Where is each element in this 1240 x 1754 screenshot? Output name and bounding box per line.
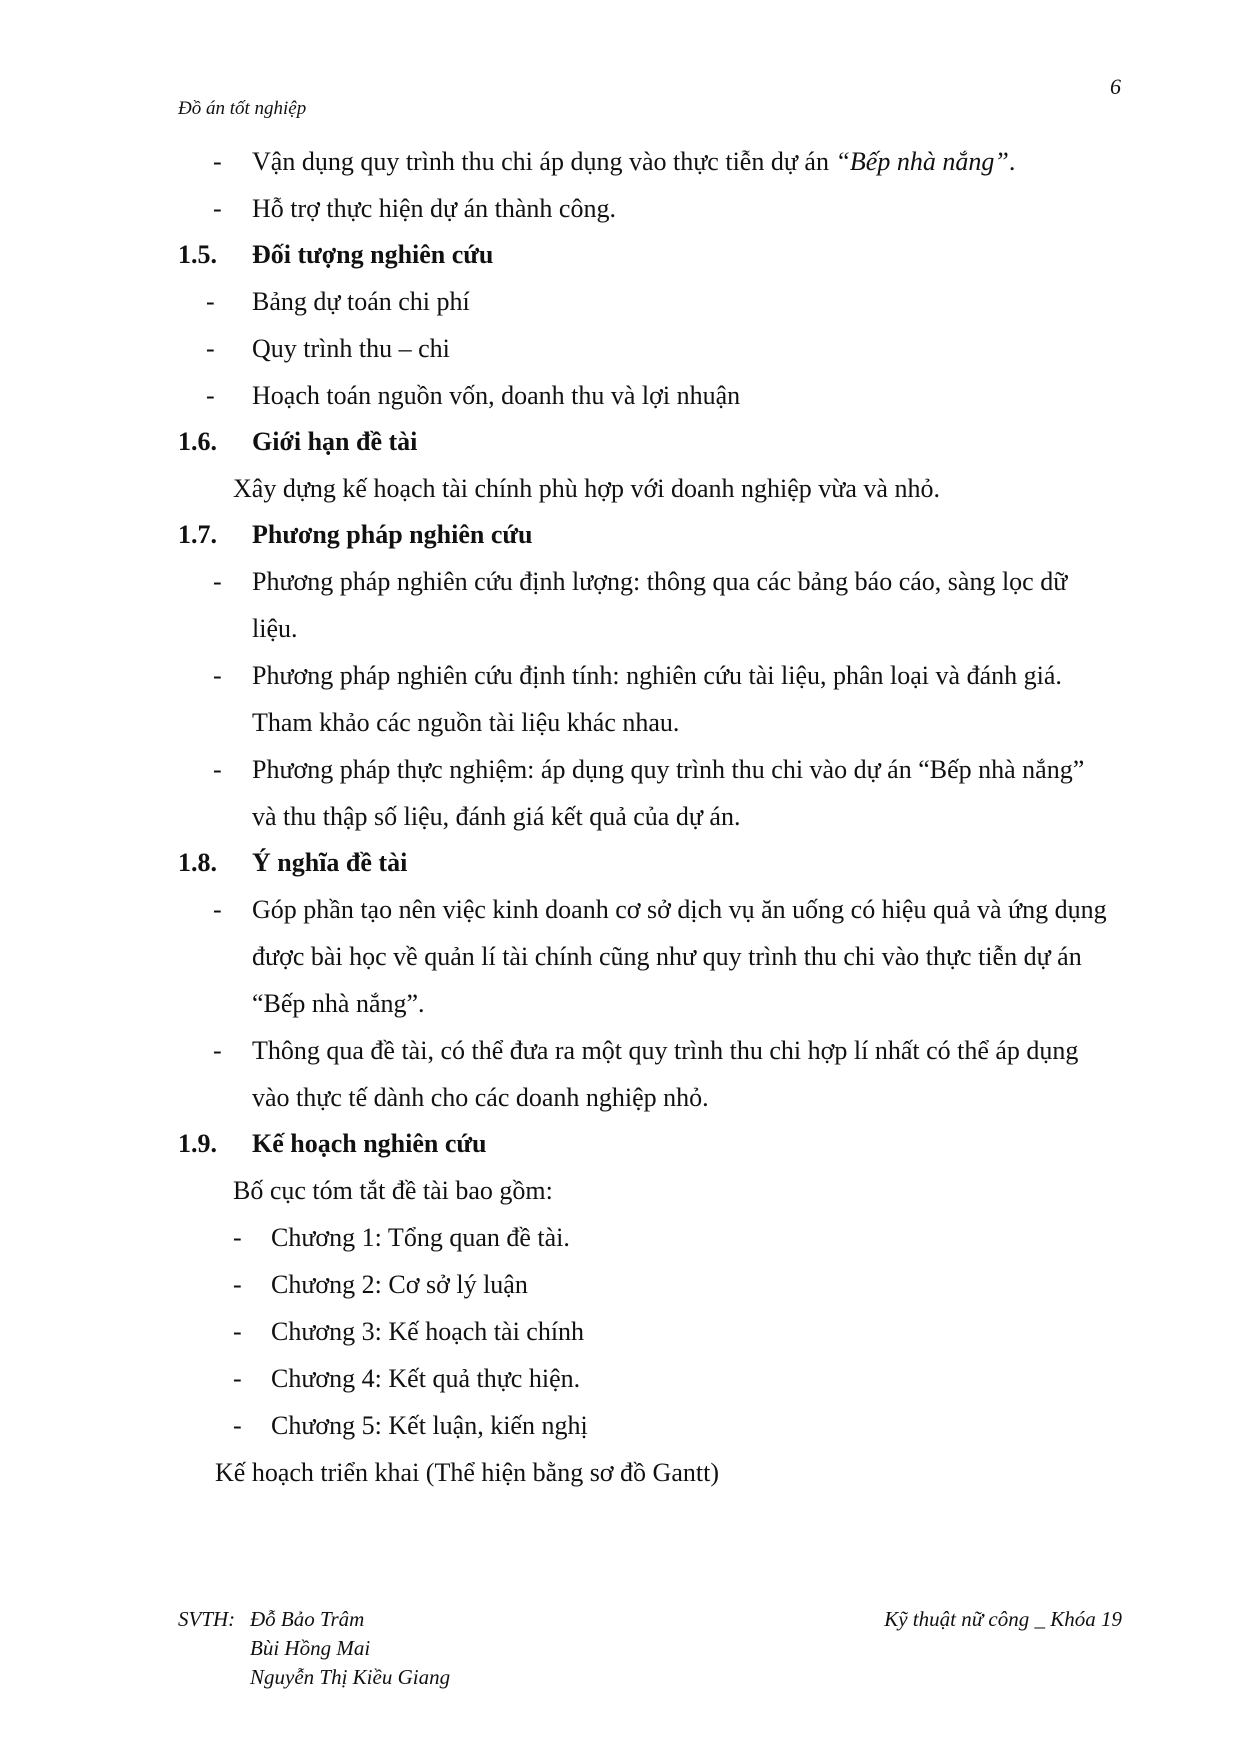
- chapter-item: Chương 1: Tổng quan đề tài.: [271, 1223, 570, 1252]
- footer-author: Đỗ Bảo Trâm: [250, 1607, 365, 1631]
- section-number: 1.7.: [178, 520, 217, 549]
- bullet-dash: -: [213, 661, 222, 690]
- section-title: Kế hoạch nghiên cứu: [252, 1129, 487, 1158]
- bullet-dash: -: [233, 1223, 242, 1252]
- intro-bullet-1-text: Vận dụng quy trình thu chi áp dụng vào thực tiễn dự án: [252, 147, 836, 176]
- bullet-dash: -: [233, 1411, 242, 1440]
- list-item-line: Phương pháp nghiên cứu định tính: nghiên cứu tài liệu, phân loại và đánh giá.: [252, 661, 1062, 690]
- chapter-item: Chương 5: Kết luận, kiến nghị: [271, 1411, 588, 1440]
- footer-author: Bùi Hồng Mai: [250, 1636, 371, 1660]
- section-title: Ý nghĩa đề tài: [252, 848, 408, 877]
- list-item-line: liệu.: [252, 614, 298, 643]
- chapter-item: Chương 2: Cơ sở lý luận: [271, 1270, 528, 1299]
- bullet-dash: -: [213, 147, 222, 176]
- closing-paragraph: Kế hoạch triển khai (Thể hiện bằng sơ đồ Gantt): [215, 1458, 719, 1487]
- list-item-line: vào thực tế dành cho các doanh nghiệp nhỏ.: [252, 1083, 709, 1112]
- list-item-line: Góp phần tạo nên việc kinh doanh cơ sở dịch vụ ăn uống có hiệu quả và ứng dụng: [252, 895, 1107, 924]
- list-item: Quy trình thu – chi: [252, 334, 450, 363]
- section-title: Đối tượng nghiên cứu: [252, 240, 494, 269]
- page-number: 6: [1110, 74, 1121, 99]
- footer-author: Nguyễn Thị Kiều Giang: [250, 1665, 451, 1689]
- bullet-dash: -: [213, 194, 222, 223]
- list-item: Hoạch toán nguồn vốn, doanh thu và lợi nhuận: [252, 381, 741, 410]
- list-item-line: Thông qua đề tài, có thể đưa ra một quy trình thu chi hợp lí nhất có thể áp dụng: [252, 1036, 1079, 1065]
- bullet-dash: -: [213, 567, 222, 596]
- paragraph: Xây dựng kế hoạch tài chính phù hợp với doanh nghiệp vừa và nhỏ.: [233, 474, 940, 503]
- bullet-dash: -: [213, 895, 222, 924]
- section-number: 1.8.: [178, 848, 217, 877]
- header-title: Đồ án tốt nghiệp: [178, 98, 307, 119]
- section-number: 1.6.: [178, 427, 217, 456]
- intro-bullet-1-italic: “Bếp nhà nắng”: [835, 147, 1009, 176]
- bullet-dash: -: [206, 287, 215, 316]
- section-title: Phương pháp nghiên cứu: [252, 520, 533, 549]
- bullet-dash: -: [233, 1317, 242, 1346]
- list-item-line: được bài học về quản lí tài chính cũng như quy trình thu chi vào thực tiễn dự án: [252, 942, 1082, 971]
- footer-label: SVTH:: [178, 1607, 236, 1631]
- paragraph: Bố cục tóm tắt đề tài bao gồm:: [233, 1176, 553, 1205]
- list-item-line: Tham khảo các nguồn tài liệu khác nhau.: [252, 708, 680, 737]
- section-number: 1.5.: [178, 240, 217, 269]
- list-item-line: và thu thập số liệu, đánh giá kết quả của dự án.: [252, 802, 741, 831]
- bullet-dash: -: [233, 1270, 242, 1299]
- section-title: Giới hạn đề tài: [252, 427, 418, 456]
- chapter-item: Chương 3: Kế hoạch tài chính: [271, 1317, 585, 1346]
- intro-bullet-1: [252, 147, 1015, 177]
- bullet-dash: -: [206, 381, 215, 410]
- bullet-dash: -: [206, 334, 215, 363]
- bullet-dash: -: [213, 1036, 222, 1065]
- bullet-dash: -: [233, 1364, 242, 1393]
- intro-bullet-1-end: .: [1008, 147, 1016, 176]
- bullet-dash: -: [213, 755, 222, 784]
- list-item-line: Phương pháp thực nghiệm: áp dụng quy trình thu chi vào dự án “Bếp nhà nắng”: [252, 755, 1085, 784]
- section-number: 1.9.: [178, 1129, 217, 1158]
- footer-course: Kỹ thuật nữ công _ Khóa 19: [884, 1607, 1122, 1631]
- list-item: Bảng dự toán chi phí: [252, 287, 470, 316]
- list-item-line: “Bếp nhà nắng”.: [252, 989, 425, 1018]
- chapter-item: Chương 4: Kết quả thực hiện.: [271, 1364, 581, 1393]
- list-item-line: Phương pháp nghiên cứu định lượng: thông qua các bảng báo cáo, sàng lọc dữ: [252, 567, 1068, 596]
- intro-bullet-2: Hỗ trợ thực hiện dự án thành công.: [252, 194, 616, 223]
